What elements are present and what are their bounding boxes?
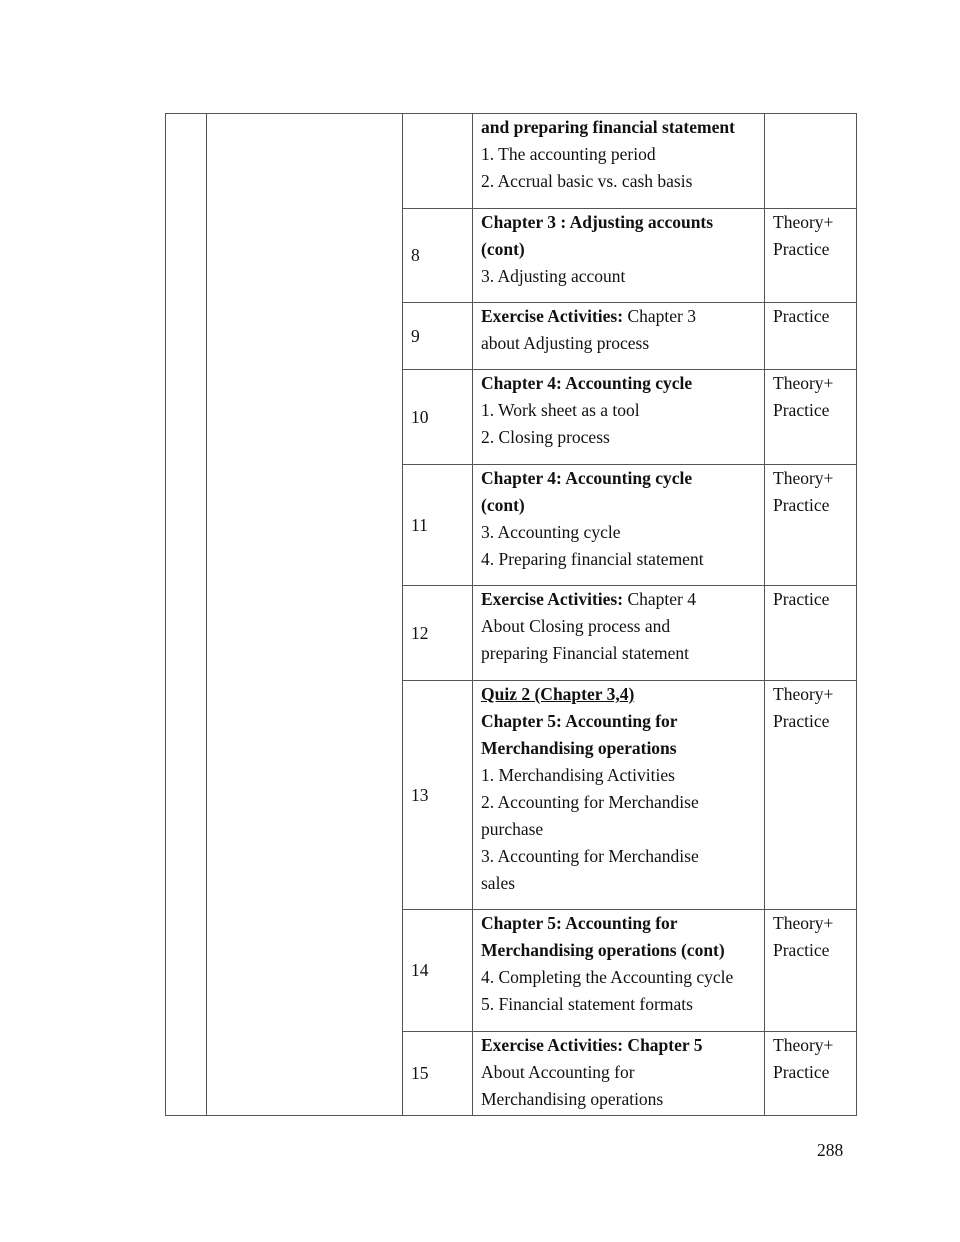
method-cell — [765, 586, 857, 681]
week-number-cell — [403, 114, 473, 209]
topic-line: Chapter 5: Accounting for — [481, 913, 678, 933]
method-line: Theory+ — [773, 684, 834, 704]
topic-line-segment: Exercise Activities: — [481, 306, 624, 326]
method-line: Practice — [773, 940, 830, 960]
week-number: 8 — [411, 245, 420, 265]
topic-cell — [473, 681, 765, 910]
method-line: Practice — [773, 239, 830, 259]
week-number: 15 — [411, 1063, 429, 1083]
topic-line: Merchandising operations (cont) — [481, 940, 725, 960]
week-number: 9 — [411, 325, 420, 346]
method-cell — [765, 114, 857, 209]
topic-line — [481, 586, 756, 613]
week-number-cell — [403, 681, 473, 910]
method-line: Practice — [773, 400, 830, 420]
method-cell — [765, 465, 857, 586]
topic-cell — [473, 370, 765, 465]
topic-line: 4. Preparing financial statement — [481, 549, 704, 569]
topic-line: about Adjusting process — [481, 333, 650, 353]
topic-line: 2. Closing process — [481, 427, 610, 447]
topic-line: Chapter 4: Accounting cycle — [481, 468, 693, 488]
topic-line-segment: Chapter 4 — [623, 589, 696, 609]
topic-cell — [473, 910, 765, 1032]
blank-column-2-cell — [207, 114, 403, 1116]
week-number: 13 — [411, 784, 429, 805]
topic-line — [481, 303, 756, 330]
topic-line: Chapter 3 : Adjusting accounts — [481, 212, 714, 232]
topic-line: 5. Financial statement formats — [481, 994, 693, 1014]
topic-line: 4. Completing the Accounting cycle — [481, 967, 734, 987]
topic-line: About Closing process and — [481, 616, 671, 636]
topic-line-segment: Exercise Activities: — [481, 589, 624, 609]
topic-line: 1. Merchandising Activities — [481, 765, 675, 785]
topic-line-segment: Chapter 3 — [623, 306, 696, 326]
topic-line: 1. Work sheet as a tool — [481, 400, 640, 420]
topic-cell — [473, 1032, 765, 1116]
topic-line — [481, 681, 756, 708]
topic-line: 3. Accounting cycle — [481, 522, 621, 542]
method-line: Theory+ — [773, 1035, 834, 1055]
method-line: Theory+ — [773, 468, 834, 488]
topic-line: (cont) — [481, 495, 525, 515]
method-line: Practice — [773, 589, 830, 609]
week-number-cell — [403, 303, 473, 370]
page-number: 288 — [817, 1140, 844, 1160]
method-line: Theory+ — [773, 913, 834, 933]
syllabus-table — [165, 113, 857, 1116]
method-line: Theory+ — [773, 212, 834, 232]
topic-line: 3. Adjusting account — [481, 266, 626, 286]
method-line: Practice — [773, 306, 830, 326]
topic-line: purchase — [481, 819, 544, 839]
topic-line: Merchandising operations — [481, 1089, 664, 1109]
topic-line: sales — [481, 873, 516, 893]
week-number-cell — [403, 465, 473, 586]
method-cell — [765, 303, 857, 370]
method-cell — [765, 681, 857, 910]
topic-line: 1. The accounting period — [481, 144, 656, 164]
topic-cell — [473, 586, 765, 681]
syllabus-table-body — [166, 114, 857, 1116]
topic-line: Chapter 4: Accounting cycle — [481, 373, 693, 393]
topic-line: (cont) — [481, 239, 525, 259]
method-line: Practice — [773, 495, 830, 515]
topic-line: Exercise Activities: Chapter 5 — [481, 1035, 703, 1055]
week-number-cell — [403, 1032, 473, 1116]
topic-line: 2. Accounting for Merchandise — [481, 792, 699, 812]
topic-line: and preparing financial statement — [481, 117, 735, 137]
topic-cell — [473, 465, 765, 586]
week-number-cell — [403, 370, 473, 465]
method-line: Practice — [773, 1062, 830, 1082]
topic-line: 2. Accrual basic vs. cash basis — [481, 171, 693, 191]
topic-cell — [473, 303, 765, 370]
method-cell — [765, 209, 857, 303]
method-line: Practice — [773, 711, 830, 731]
method-line: Theory+ — [773, 373, 834, 393]
topic-line: Chapter 5: Accounting for — [481, 711, 678, 731]
topic-cell — [473, 209, 765, 303]
week-number: 14 — [411, 960, 429, 980]
quiz-title: Quiz 2 (Chapter 3,4) — [481, 684, 635, 704]
method-cell — [765, 910, 857, 1032]
topic-line: Merchandising operations — [481, 738, 677, 758]
week-number: 11 — [411, 514, 428, 535]
method-cell — [765, 370, 857, 465]
topic-line: 3. Accounting for Merchandise — [481, 846, 699, 866]
method-cell — [765, 1032, 857, 1116]
table-row — [166, 114, 857, 209]
blank-column-1-cell — [166, 114, 207, 1116]
topic-line: preparing Financial statement — [481, 643, 689, 663]
topic-line: About Accounting for — [481, 1062, 635, 1082]
week-number-cell — [403, 586, 473, 681]
week-number-cell — [403, 209, 473, 303]
week-number: 10 — [411, 406, 429, 427]
week-number-cell — [403, 910, 473, 1032]
topic-cell — [473, 114, 765, 209]
week-number: 12 — [411, 622, 429, 643]
